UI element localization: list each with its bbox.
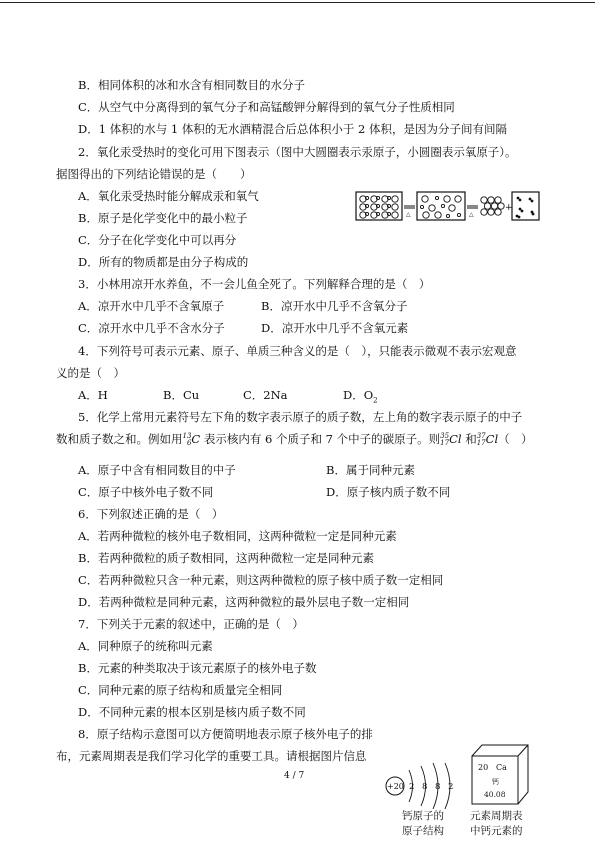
q3-option-b: B．凉开水中几乎不含氧分子 — [261, 299, 408, 313]
q3-option-a: A．凉开水中几乎不含氧原子 — [78, 299, 225, 313]
plus-symbol: + — [505, 203, 513, 213]
atom-caption-line2: 原子结构 — [402, 825, 444, 837]
cell-atomic-mass: 40.08 — [484, 790, 506, 799]
q6-option-a: A．若两种微粒的核外电子数相同，这两种微粒一定是同种元素 — [78, 529, 397, 543]
q1-option-c: C．从空气中分离得到的氧气分子和高锰酸钾分解得到的氧气分子性质相同 — [78, 100, 455, 114]
q4-option-c: C．2Na — [243, 388, 288, 402]
q5-option-a: A．原子中含有相同数目的中子 — [78, 463, 236, 477]
q5-text-d: （ ） — [498, 432, 533, 446]
cell-atomic-number: 20 — [478, 763, 489, 772]
q2-option-d: D．所有的物质都是由分子构成的 — [78, 255, 249, 269]
cl37-symbol: Cl — [485, 432, 499, 446]
shell-2-electrons: 8 — [422, 782, 428, 792]
atom-caption-line1: 钙原子的 — [402, 810, 444, 822]
carbon-symbol: C — [191, 432, 201, 446]
shell-4-electrons: 2 — [448, 782, 454, 792]
atom-nucleus-charge: +20 — [387, 782, 404, 791]
q4-stem-line1: 4．下列符号可表示元素、原子、单质三种含义的是（ ），只能表示微观不表示宏观意 — [78, 344, 517, 358]
q4-stem-line2: 义的是（ ） — [56, 366, 125, 380]
q3-option-d: D．凉开水中几乎不含氧元素 — [261, 321, 409, 335]
q8-stem-line1: 8．原子结构示意图可以方便简明地表示原子核外电子的排 — [78, 727, 373, 741]
cl37-atomic-number: 17 — [476, 439, 486, 447]
q7-stem: 7．下列关于元素的叙述中，正确的是（ ） — [78, 617, 304, 631]
carbon-atomic-number: 6 — [186, 439, 192, 447]
q1-option-d: D．1 体积的水与 1 体积的无水酒精混合后总体积小于 2 体积，是因为分子间有间隔 — [78, 122, 507, 136]
q2-stem-line1: 2．氧化汞受热时的变化可用下图表示（图中大圆圈表示汞原子，小圆圈表示氧原子）。 — [78, 145, 517, 159]
q5-text-c: 和 — [465, 432, 477, 446]
cell-caption-line2: 中钙元素的 — [470, 825, 523, 837]
q3-option-c: C．凉开水中几乎不含水分子 — [78, 321, 225, 335]
q4-option-a: A．H — [78, 388, 108, 402]
q5-option-c: C．原子中核外电子数不同 — [78, 485, 214, 499]
cell-caption-line1: 元素周期表 — [470, 810, 523, 822]
q7-option-c: C．同种元素的原子结构和质量完全相同 — [78, 683, 283, 697]
q5-option-b: B．属于同种元素 — [326, 463, 415, 477]
calcium-atom-diagram — [383, 760, 468, 810]
q4-option-d-text: D．O — [343, 388, 374, 402]
carbon-mass-number: 13 — [182, 432, 192, 440]
top-rule — [0, 2, 595, 3]
shell-1-electrons: 2 — [409, 782, 415, 792]
mercury-oxide-figure — [355, 190, 540, 224]
carbon-isotope-notation — [183, 432, 201, 446]
chlorine-35-notation — [440, 432, 461, 446]
q6-option-d: D．若两种微粒是同种元素，这两种微粒的最外层电子数一定相同 — [78, 595, 410, 609]
q4-option-b: B．Cu — [163, 388, 200, 402]
cl35-atomic-number: 17 — [440, 439, 450, 447]
q5-text-b: 表示核内有 6 个质子和 7 个中子的碳原子。则 — [203, 432, 441, 446]
q6-option-b: B．若两种微粒的质子数相同，这两种微粒一定是同种元素 — [78, 551, 374, 565]
q4-option-d-subscript: 2 — [373, 396, 378, 405]
q7-option-a: A．同种原子的统称叫元素 — [78, 639, 213, 653]
periodic-table-cell — [470, 742, 530, 807]
q2-option-b: B．原子是化学变化中的最小粒子 — [78, 211, 248, 225]
cl35-mass-number: 35 — [440, 432, 450, 440]
q2-stem-line2: 据图得出的下列结论错误的是（ ） — [56, 167, 252, 181]
q5-option-d: D．原子核内质子数不同 — [326, 485, 451, 499]
q5-text-a: 数和质子数之和。例如用 — [56, 432, 183, 446]
cl35-symbol: Cl — [449, 432, 462, 446]
q2-option-a: A．氧化汞受热时能分解成汞和氧气 — [78, 189, 259, 203]
q6-stem: 6．下列叙述正确的是（ ） — [78, 507, 224, 521]
q7-option-b: B．元素的种类取决于该元素原子的核外电子数 — [78, 661, 317, 675]
q8-stem-line2: 布，元素周期表是我们学习化学的重要工具。请根据图片信息 — [56, 749, 367, 763]
q3-stem: 3．小林用凉开水养鱼，不一会儿鱼全死了。下列解释合理的是（ ） — [78, 277, 431, 291]
q5-stem-line1: 5．化学上常用元素符号左下角的数字表示原子的质子数，左上角的数字表示原子的中子 — [78, 410, 523, 424]
q4-option-d — [343, 388, 378, 407]
cell-element-symbol: Ca — [496, 763, 507, 772]
heat-symbol-1: △ — [406, 211, 411, 218]
cell-element-name: 钙 — [492, 778, 499, 786]
shell-3-electrons: 8 — [435, 782, 441, 792]
q7-option-d: D．不同种元素的根本区别是核内质子数不同 — [78, 705, 306, 719]
q5-stem-line2 — [56, 432, 533, 447]
page-number: 4 / 7 — [284, 771, 305, 781]
cl37-mass-number: 37 — [476, 432, 486, 440]
q2-option-c: C．分子在化学变化中可以再分 — [78, 233, 237, 247]
q6-option-c: C．若两种微粒只含一种元素，则这两种微粒的原子核中质子数一定相同 — [78, 573, 444, 587]
q1-option-b: B．相同体积的冰和水含有相同数目的水分子 — [78, 78, 305, 92]
chlorine-37-notation — [477, 432, 498, 446]
heat-symbol-2: △ — [469, 211, 474, 218]
